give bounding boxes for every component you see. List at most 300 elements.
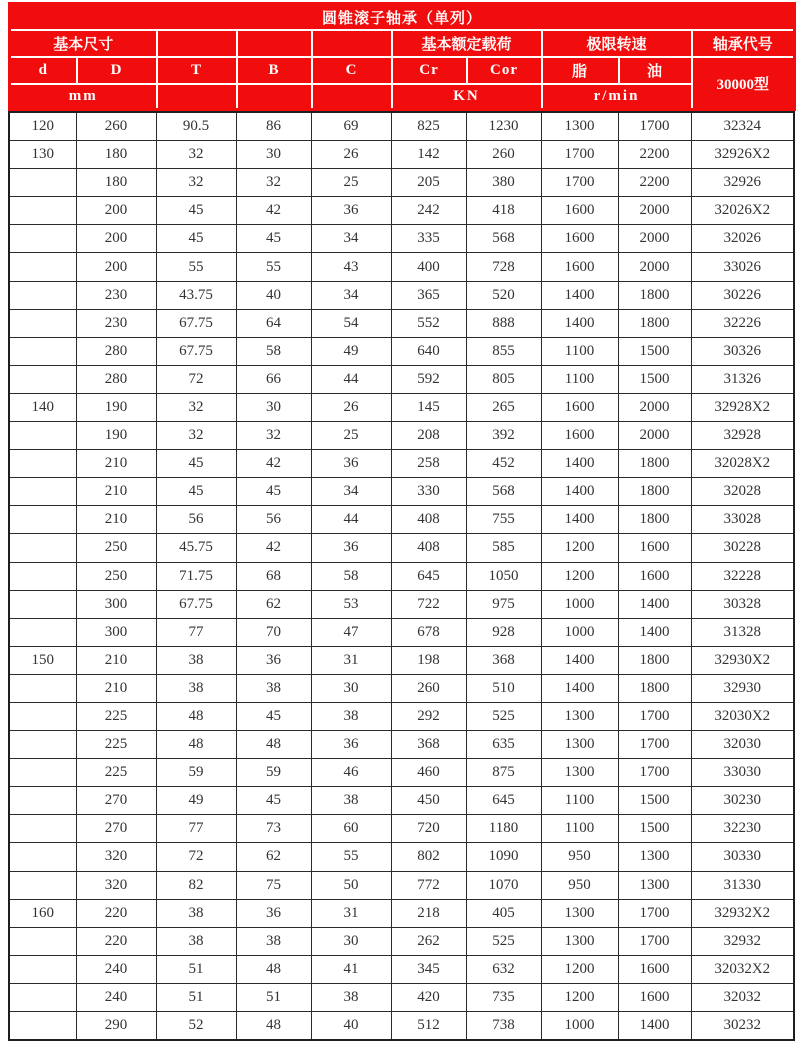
- table-cell: 190: [76, 422, 156, 450]
- table-cell: 52: [156, 1012, 236, 1041]
- table-cell: 71.75: [156, 562, 236, 590]
- table-cell: 32032: [691, 983, 794, 1011]
- table-cell: 1800: [618, 450, 691, 478]
- table-cell: 45: [156, 478, 236, 506]
- table-cell: 56: [156, 506, 236, 534]
- table-cell: 460: [391, 759, 466, 787]
- table-cell: 1400: [541, 281, 618, 309]
- table-cell: [9, 815, 76, 843]
- table-cell: 280: [76, 337, 156, 365]
- table-cell: 34: [311, 281, 391, 309]
- table-cell: 1300: [541, 899, 618, 927]
- table-cell: 1300: [541, 759, 618, 787]
- table-cell: 48: [236, 955, 311, 983]
- table-cell: 30: [236, 141, 311, 169]
- table-cell: 1600: [618, 955, 691, 983]
- table-row: [9, 450, 794, 478]
- table-cell: 635: [466, 731, 541, 759]
- table-cell: 420: [391, 983, 466, 1011]
- table-cell: [9, 927, 76, 955]
- table-cell: 70: [236, 618, 311, 646]
- table-cell: 368: [466, 646, 541, 674]
- table-cell: [9, 422, 76, 450]
- table-cell: 1500: [618, 365, 691, 393]
- table-cell: 26: [311, 393, 391, 421]
- table-cell: 805: [466, 365, 541, 393]
- table-cell: 45: [236, 478, 311, 506]
- table-cell: [9, 281, 76, 309]
- table-data: [8, 111, 795, 1041]
- table-cell: 30228: [691, 534, 794, 562]
- table-cell: 32030: [691, 731, 794, 759]
- table-cell: 32: [236, 169, 311, 197]
- table-cell: 42: [236, 197, 311, 225]
- table-cell: [9, 534, 76, 562]
- table-cell: 54: [311, 309, 391, 337]
- header-spacer-c: [312, 30, 392, 57]
- table-cell: 36: [311, 731, 391, 759]
- table-cell: 30330: [691, 843, 794, 871]
- table-row: [9, 393, 794, 421]
- table-cell: 160: [9, 899, 76, 927]
- table-cell: 59: [236, 759, 311, 787]
- col-code-type: 30000型: [692, 57, 795, 110]
- table-cell: 330: [391, 478, 466, 506]
- table-cell: 292: [391, 702, 466, 730]
- table-cell: 218: [391, 899, 466, 927]
- table-cell: 180: [76, 141, 156, 169]
- table-cell: 41: [311, 955, 391, 983]
- table-cell: 400: [391, 253, 466, 281]
- table-cell: 392: [466, 422, 541, 450]
- col-D: D: [77, 57, 157, 84]
- table-cell: 260: [466, 141, 541, 169]
- table-cell: 38: [156, 927, 236, 955]
- unit-kn: KN: [392, 84, 542, 110]
- table-cell: 1400: [541, 450, 618, 478]
- table-cell: 48: [156, 702, 236, 730]
- table-cell: 40: [236, 281, 311, 309]
- table-cell: [9, 253, 76, 281]
- table-cell: 30: [311, 674, 391, 702]
- table-cell: 32030X2: [691, 702, 794, 730]
- table-cell: 365: [391, 281, 466, 309]
- table-cell: 38: [156, 646, 236, 674]
- table-cell: [9, 702, 76, 730]
- table-cell: 30: [236, 393, 311, 421]
- table-cell: 49: [311, 337, 391, 365]
- table-cell: 38: [311, 702, 391, 730]
- table-cell: 1300: [541, 702, 618, 730]
- header-spacer-t: [157, 30, 237, 57]
- table-cell: 888: [466, 309, 541, 337]
- col-d: d: [10, 57, 77, 84]
- table-cell: 1600: [618, 534, 691, 562]
- table-row: [9, 759, 794, 787]
- unit-spacer-t: [157, 84, 237, 110]
- table-cell: 300: [76, 618, 156, 646]
- table-cell: 1400: [618, 1012, 691, 1041]
- table-cell: 32932X2: [691, 899, 794, 927]
- table-cell: [9, 787, 76, 815]
- table-cell: 36: [311, 534, 391, 562]
- table-cell: 67.75: [156, 309, 236, 337]
- table-cell: 408: [391, 506, 466, 534]
- table-cell: 190: [76, 393, 156, 421]
- table-cell: [9, 450, 76, 478]
- col-C: C: [312, 57, 392, 84]
- table-row: [9, 674, 794, 702]
- table-cell: 32932: [691, 927, 794, 955]
- table-cell: 220: [76, 927, 156, 955]
- table-body: [9, 112, 794, 1040]
- table-cell: 1200: [541, 955, 618, 983]
- table-cell: 230: [76, 309, 156, 337]
- table-cell: 1300: [541, 927, 618, 955]
- table-cell: 1000: [541, 1012, 618, 1041]
- table-cell: 120: [9, 112, 76, 141]
- table-cell: 32: [156, 169, 236, 197]
- table-cell: 64: [236, 309, 311, 337]
- table-row: [9, 422, 794, 450]
- table-cell: 77: [156, 815, 236, 843]
- table-cell: 1700: [618, 702, 691, 730]
- table-cell: 31: [311, 646, 391, 674]
- table-cell: 32032X2: [691, 955, 794, 983]
- table-cell: 200: [76, 225, 156, 253]
- table-cell: 67.75: [156, 590, 236, 618]
- table-cell: 735: [466, 983, 541, 1011]
- table-cell: 240: [76, 955, 156, 983]
- table-cell: 1800: [618, 646, 691, 674]
- table-cell: 32226: [691, 309, 794, 337]
- table-row: [9, 337, 794, 365]
- table-cell: 72: [156, 843, 236, 871]
- table-cell: 1180: [466, 815, 541, 843]
- header-group-row: [10, 30, 795, 57]
- table-row: [9, 927, 794, 955]
- table-cell: [9, 674, 76, 702]
- table-cell: 450: [391, 787, 466, 815]
- table-cell: 260: [76, 112, 156, 141]
- table-cell: 1600: [618, 983, 691, 1011]
- unit-mm: mm: [10, 84, 157, 110]
- table-cell: 43: [311, 253, 391, 281]
- table-cell: 585: [466, 534, 541, 562]
- table-cell: 66: [236, 365, 311, 393]
- table-cell: 210: [76, 478, 156, 506]
- table-row: [9, 983, 794, 1011]
- table-row: [9, 112, 794, 141]
- table-cell: 48: [156, 731, 236, 759]
- table-cell: 86: [236, 112, 311, 141]
- table-row: [9, 815, 794, 843]
- table-cell: [9, 871, 76, 899]
- table-cell: 950: [541, 871, 618, 899]
- col-T: T: [157, 57, 237, 84]
- table-cell: 45.75: [156, 534, 236, 562]
- table-cell: 82: [156, 871, 236, 899]
- table-cell: 25: [311, 422, 391, 450]
- table-cell: 1800: [618, 674, 691, 702]
- table-cell: 32026: [691, 225, 794, 253]
- page-title: 圆锥滚子轴承（单列）: [10, 4, 795, 31]
- table-cell: 552: [391, 309, 466, 337]
- table-cell: 32026X2: [691, 197, 794, 225]
- table-cell: 1800: [618, 281, 691, 309]
- bearing-spec-table: [8, 2, 793, 1041]
- table-cell: 722: [391, 590, 466, 618]
- table-cell: 205: [391, 169, 466, 197]
- table-cell: 1700: [541, 169, 618, 197]
- table-cell: 33026: [691, 253, 794, 281]
- table-cell: 31: [311, 899, 391, 927]
- table-cell: 58: [236, 337, 311, 365]
- table-row: [9, 141, 794, 169]
- table-cell: 45: [156, 450, 236, 478]
- table-cell: 1800: [618, 506, 691, 534]
- table-cell: 258: [391, 450, 466, 478]
- header-bearing-code: 轴承代号: [692, 30, 795, 57]
- table-cell: [9, 506, 76, 534]
- table-cell: 230: [76, 281, 156, 309]
- table-cell: 678: [391, 618, 466, 646]
- table-cell: 345: [391, 955, 466, 983]
- table-row: [9, 365, 794, 393]
- table-cell: 1800: [618, 478, 691, 506]
- table-cell: 1100: [541, 337, 618, 365]
- table-cell: 1600: [541, 253, 618, 281]
- table-cell: 51: [156, 983, 236, 1011]
- table-row: [9, 955, 794, 983]
- table-cell: 34: [311, 478, 391, 506]
- table-row: [9, 478, 794, 506]
- table-cell: [9, 225, 76, 253]
- table-cell: 525: [466, 702, 541, 730]
- table-row: [9, 562, 794, 590]
- table-cell: 1800: [618, 309, 691, 337]
- table-cell: 1100: [541, 787, 618, 815]
- table-cell: 265: [466, 393, 541, 421]
- table-cell: 200: [76, 197, 156, 225]
- table-cell: 33030: [691, 759, 794, 787]
- table-row: [9, 646, 794, 674]
- table-row: [9, 731, 794, 759]
- table-cell: 55: [236, 253, 311, 281]
- table-row: [9, 899, 794, 927]
- table-cell: 1230: [466, 112, 541, 141]
- col-Cr: Cr: [392, 57, 467, 84]
- table-cell: 2000: [618, 197, 691, 225]
- table-cell: [9, 843, 76, 871]
- table-header: [8, 2, 796, 111]
- table-cell: 198: [391, 646, 466, 674]
- table-cell: 1000: [541, 590, 618, 618]
- table-cell: 2000: [618, 393, 691, 421]
- table-row: [9, 871, 794, 899]
- table-cell: 33028: [691, 506, 794, 534]
- header-limit-speed: 极限转速: [542, 30, 692, 57]
- table-cell: 32028: [691, 478, 794, 506]
- table-cell: 1600: [618, 562, 691, 590]
- table-cell: 738: [466, 1012, 541, 1041]
- col-oil: 油: [619, 57, 692, 84]
- table-cell: 250: [76, 534, 156, 562]
- table-cell: 75: [236, 871, 311, 899]
- table-cell: 69: [311, 112, 391, 141]
- table-cell: 51: [156, 955, 236, 983]
- table-cell: 32: [156, 141, 236, 169]
- table-cell: 49: [156, 787, 236, 815]
- table-cell: 210: [76, 506, 156, 534]
- col-B: B: [237, 57, 312, 84]
- table-cell: 380: [466, 169, 541, 197]
- table-cell: 772: [391, 871, 466, 899]
- table-cell: 825: [391, 112, 466, 141]
- table-cell: 1600: [541, 422, 618, 450]
- table-cell: 32930: [691, 674, 794, 702]
- table-cell: 300: [76, 590, 156, 618]
- table-cell: 320: [76, 871, 156, 899]
- table-cell: 1400: [618, 618, 691, 646]
- table-cell: 45: [156, 197, 236, 225]
- table-cell: 1600: [541, 197, 618, 225]
- table-cell: 51: [236, 983, 311, 1011]
- table-cell: 140: [9, 393, 76, 421]
- table-cell: [9, 478, 76, 506]
- table-cell: 408: [391, 534, 466, 562]
- table-cell: 280: [76, 365, 156, 393]
- table-cell: 130: [9, 141, 76, 169]
- table-cell: 77: [156, 618, 236, 646]
- table-row: [9, 702, 794, 730]
- table-cell: 32: [236, 422, 311, 450]
- table-row: [9, 225, 794, 253]
- table-cell: 55: [156, 253, 236, 281]
- table-cell: 520: [466, 281, 541, 309]
- header-unit-row: [10, 84, 795, 110]
- table-cell: 1100: [541, 365, 618, 393]
- table-row: [9, 534, 794, 562]
- table-cell: 1000: [541, 618, 618, 646]
- col-grease: 脂: [542, 57, 619, 84]
- table-cell: 31330: [691, 871, 794, 899]
- table-cell: 38: [156, 899, 236, 927]
- table-cell: [9, 1012, 76, 1041]
- table-cell: 48: [236, 1012, 311, 1041]
- table-cell: 67.75: [156, 337, 236, 365]
- table-cell: 225: [76, 759, 156, 787]
- header-spacer-b: [237, 30, 312, 57]
- table-cell: 32228: [691, 562, 794, 590]
- unit-spacer-b: [237, 84, 312, 110]
- table-cell: 1090: [466, 843, 541, 871]
- table-cell: 2000: [618, 253, 691, 281]
- table-cell: 1300: [618, 843, 691, 871]
- table-cell: 1600: [541, 225, 618, 253]
- table-cell: 1400: [541, 478, 618, 506]
- table-cell: 1700: [618, 899, 691, 927]
- table-cell: 1300: [541, 731, 618, 759]
- table-cell: 30: [311, 927, 391, 955]
- table-cell: 36: [311, 197, 391, 225]
- table-cell: 1500: [618, 815, 691, 843]
- table-row: [9, 253, 794, 281]
- table-row: [9, 787, 794, 815]
- title-row: [10, 4, 795, 31]
- table-cell: 802: [391, 843, 466, 871]
- table-cell: 56: [236, 506, 311, 534]
- table-row: [9, 169, 794, 197]
- table-cell: 44: [311, 365, 391, 393]
- table-cell: 2200: [618, 141, 691, 169]
- table-cell: 452: [466, 450, 541, 478]
- table-cell: 46: [311, 759, 391, 787]
- unit-rpm: r/min: [542, 84, 692, 110]
- header-column-row: [10, 57, 795, 84]
- table-cell: 640: [391, 337, 466, 365]
- table-cell: 320: [76, 843, 156, 871]
- table-cell: 368: [391, 731, 466, 759]
- table-cell: 1400: [541, 309, 618, 337]
- table-cell: 73: [236, 815, 311, 843]
- table-cell: 290: [76, 1012, 156, 1041]
- table-cell: [9, 759, 76, 787]
- table-cell: 38: [236, 927, 311, 955]
- table-cell: 62: [236, 843, 311, 871]
- table-cell: 2000: [618, 422, 691, 450]
- table-cell: 2000: [618, 225, 691, 253]
- table-cell: 755: [466, 506, 541, 534]
- table-cell: 60: [311, 815, 391, 843]
- table-cell: 55: [311, 843, 391, 871]
- table-cell: 210: [76, 450, 156, 478]
- table-cell: 38: [311, 787, 391, 815]
- table-cell: [9, 562, 76, 590]
- col-Cor: Cor: [467, 57, 542, 84]
- table-cell: 31328: [691, 618, 794, 646]
- table-cell: 1600: [541, 393, 618, 421]
- table-cell: 32928: [691, 422, 794, 450]
- table-cell: 270: [76, 787, 156, 815]
- table-cell: [9, 731, 76, 759]
- table-row: [9, 281, 794, 309]
- table-cell: 1500: [618, 787, 691, 815]
- table-cell: 68: [236, 562, 311, 590]
- table-cell: 1700: [618, 112, 691, 141]
- table-cell: 1200: [541, 534, 618, 562]
- header-basic-dimensions: 基本尺寸: [10, 30, 157, 57]
- table-cell: 225: [76, 702, 156, 730]
- table-cell: 59: [156, 759, 236, 787]
- table-cell: 25: [311, 169, 391, 197]
- table-cell: 242: [391, 197, 466, 225]
- table-cell: 1400: [541, 646, 618, 674]
- table-cell: 728: [466, 253, 541, 281]
- table-cell: 855: [466, 337, 541, 365]
- table-cell: 90.5: [156, 112, 236, 141]
- table-cell: 225: [76, 731, 156, 759]
- table-cell: 45: [236, 787, 311, 815]
- table-cell: 36: [311, 450, 391, 478]
- table-cell: 1300: [618, 871, 691, 899]
- table-cell: 1700: [618, 759, 691, 787]
- table-cell: [9, 337, 76, 365]
- table-cell: 568: [466, 225, 541, 253]
- table-cell: 1200: [541, 983, 618, 1011]
- header-rated-load: 基本额定载荷: [392, 30, 542, 57]
- table-cell: 720: [391, 815, 466, 843]
